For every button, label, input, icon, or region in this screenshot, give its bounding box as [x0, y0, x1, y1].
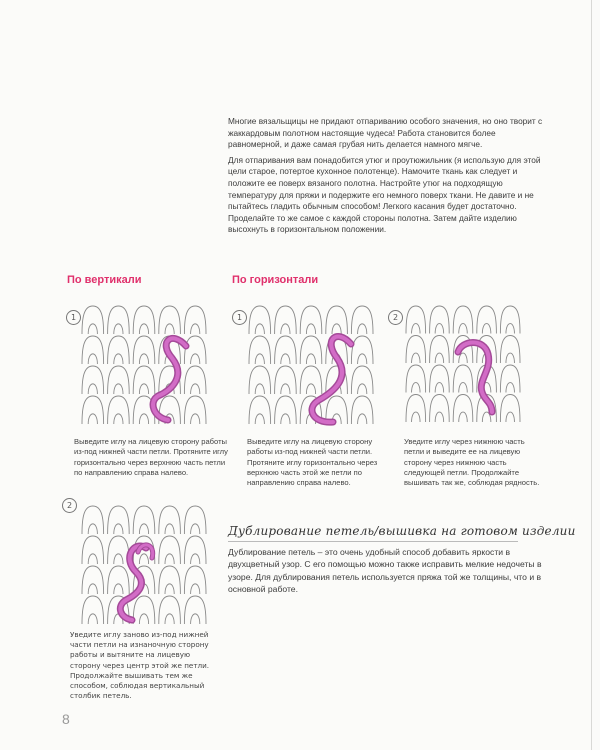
horizontal-section-title: По горизонтали	[232, 274, 319, 286]
horizontal-step2-illustration	[400, 300, 526, 431]
duplicate-section-body: Дублирование петель – это очень удобный способ добавить яркости в двухцветный узор. С его помощью можно также исправить мелкие недочеты в узоре. Для дублирования петель используется пряжа той же толщины, что и в основной работе.	[228, 547, 542, 594]
knit-fabric-illustration-2	[243, 300, 379, 428]
vertical-step1-caption: Выведите иглу на лицевую сторону работы из-под нижней части петли. Протяните иглу горизонтально через верхнюю часть петли по направлению справа налево.	[74, 437, 228, 477]
knit-fabric-illustration-3	[400, 300, 526, 426]
duplicate-title-underline	[228, 541, 518, 542]
knit-fabric-illustration	[76, 300, 212, 428]
horizontal-step2-number: 2	[388, 310, 403, 325]
knit-fabric-icon	[406, 306, 520, 422]
knit-fabric-icon	[82, 306, 206, 424]
page-edge-line	[591, 0, 592, 750]
horizontal-step1-caption: Выведите иглу на лицевую сторону работы из-под нижней части петли. Протяните иглу горизонтально через верхнюю часть этой же петли по направлению справа налево.	[247, 437, 378, 488]
horizontal-step1-number: 1	[232, 310, 247, 325]
vertical-step2-illustration	[76, 500, 212, 633]
vertical-section-title: По вертикали	[67, 274, 142, 286]
knit-fabric-illustration-4	[76, 500, 212, 628]
intro-paragraph-1: Многие вязальщицы не придают отпариванию особого значения, но оно творит с жаккардовым полотном настоящие чудеса! Работа становится более равномерной, и даже самая грубая нить делается намного мягче.	[228, 116, 543, 150]
horizontal-step2-caption: Уведите иглу через нижнюю часть петли и выведите ее на лицевую сторону через нижнюю часть следующей петли. Продолжайте вышивать так же, соблюдая рядность.	[404, 437, 540, 488]
intro-text	[228, 116, 546, 240]
vertical-step1-illustration	[76, 300, 212, 433]
yarn-stitch-icon	[153, 338, 186, 420]
duplicate-section-title: Дублирование петель/вышивка на готовом изделии	[228, 524, 576, 538]
vertical-step2-caption: Уведите иглу заново из-под нижней части петли на изнаночную сторону работы и вытяните на лицевую сторону через центр этой же петли. Продолжайте вышивать тем же способом, соблюдая вертикальный столбик петель.	[70, 630, 210, 701]
horizontal-step1-illustration	[243, 300, 379, 433]
vertical-step1-number: 1	[66, 310, 81, 325]
intro-paragraph-2: Для отпаривания вам понадобится утюг и проутюжильник (я использую для этой цели старое, потертое кухонное полотенце). Намочите ткань как следует и положите ее поверх вязаного полотна. Настройте утюг на подходящую температуру для пряжи и подержите его немного поверх ткани. Не давите и не пытайтесь гладить обычным способом! Легкого касания будет достаточно. Проделайте то же самое с каждой стороны полотна. Затем дайте изделию высохнуть в горизонтальном положении.	[228, 154, 541, 235]
vertical-step2-number: 2	[62, 498, 77, 513]
page-number: 8	[62, 711, 70, 727]
knit-fabric-icon	[82, 506, 206, 624]
